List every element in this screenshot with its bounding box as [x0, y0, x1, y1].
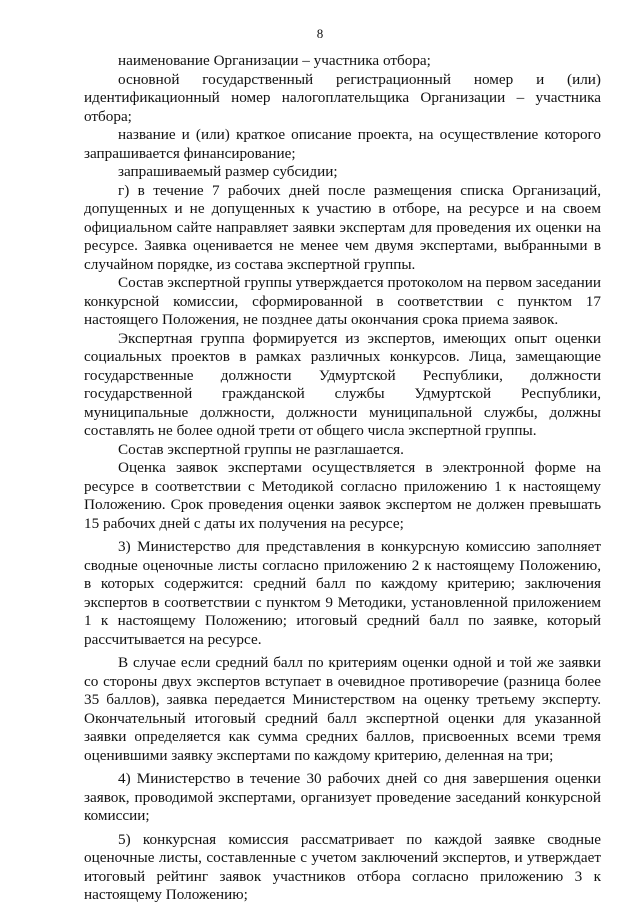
paragraph-third-expert: В случае если средний балл по критериям оценки одной и той же заявки со стороны двух экспертов вступает в очевидное противоречие (разница более 35 баллов), заявка передается Министерством на оценку третьему эксперту. Окончательный итоговый средний балл экспертной оценки для указанной заявки определяется как сумма средних баллов, присвоенных всеми тремя оценившими заявку экспертами по каждому критерию, деленная на три;: [84, 654, 601, 764]
paragraph-expert-group-confidential: Состав экспертной группы не разглашается.: [118, 440, 404, 458]
paragraph-item-3: 3) Министерство для представления в конкурсную комиссию заполняет сводные оценочные листы согласно приложению 2 к настоящему Положению, в которых содержится: средний балл по каждому критерию; заключения экспертов в соответствии с пунктом 9 Методики, установленной приложением 1 к настоящему Положению; итоговый средний балл по заявке, который рассчитывается на ресурсе.: [84, 538, 601, 648]
paragraph-expert-group-formation: Экспертная группа формируется из экспертов, имеющих опыт оценки социальных проектов в рамках различных конкурсов. Лица, замещающие государственные должности Удмуртской Республики, должности государственной гражданской службы Удмуртской Республики, муниципальные должности, должности муниципальной службы, должны составлять не более одной трети от общего числа экспертной группы.: [84, 329, 601, 439]
paragraph-evaluation: Оценка заявок экспертами осуществляется в электронной форме на ресурсе в соответствии с Методикой согласно приложению 1 к настоящему Положению. Срок проведения оценки заявок экспертом не должен превышать 15 рабочих дней с даты их получения на ресурсе;: [84, 459, 601, 532]
paragraph-organization-name: наименование Организации – участника отбора;: [118, 52, 431, 69]
document-body: [84, 52, 601, 905]
paragraph-item-g: г) в течение 7 рабочих дней после размещения списка Организаций, допущенных и не допущенных к участию в отборе, на ресурсе и на своем официальном сайте направляет заявки экспертам для проведения их оценки на ресурсе. Заявка оценивается не менее чем двумя экспертами, выбранными в случайном порядке, из состава экспертной группы.: [84, 181, 601, 273]
paragraph-item-5: 5) конкурсная комиссия рассматривает по каждой заявке сводные оценочные листы, составленные с учетом заключений экспертов, и утверждает итоговый рейтинг заявок участников отбора согласно приложению 3 к настоящему Положению;: [84, 830, 601, 903]
paragraph-registration-number: основной государственный регистрационный номер и (или) идентификационный номер налогоплательщика Организации – участника отбора;: [84, 70, 601, 125]
paragraph-expert-group-approval: Состав экспертной группы утверждается протоколом на первом заседании конкурсной комиссии, сформированной в соответствии с пунктом 17 настоящего Положения, не позднее даты окончания срока приема заявок.: [84, 274, 601, 328]
paragraph-item-4: 4) Министерство в течение 30 рабочих дней со дня завершения оценки заявок, проводимой экспертами, организует проведение заседаний конкурсной комиссии;: [84, 770, 601, 824]
page-number: 8: [316, 26, 324, 41]
paragraph-subsidy-amount: запрашиваемый размер субсидии;: [118, 163, 338, 180]
paragraph-project-description: название и (или) краткое описание проекта, на осуществление которого запрашивается финансирование;: [84, 126, 601, 162]
